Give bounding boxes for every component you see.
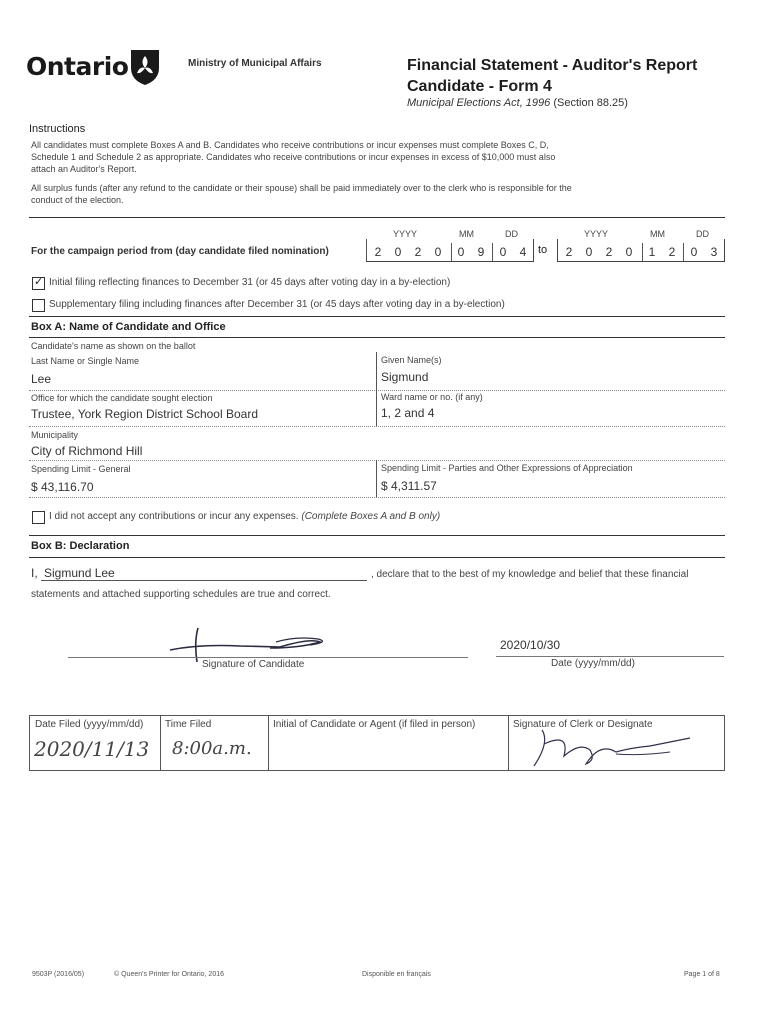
declaration-text: , declare that to the best of my knowledge and belief that these financial (371, 569, 689, 580)
instructions-line: Schedule 1 and Schedule 2 as appropriate. Candidates who receive contributions or incur expenses in excess of $10,000 must also (31, 152, 556, 162)
cell-border (268, 715, 269, 771)
cell-border (508, 715, 509, 771)
divider (29, 535, 725, 536)
to-label: to (538, 244, 548, 256)
given-name-label: Given Name(s) (381, 355, 442, 365)
cell-border (29, 715, 30, 771)
field-separator (376, 460, 377, 497)
field-divider (29, 426, 725, 427)
ward-label: Ward name or no. (if any) (381, 392, 483, 402)
divider (29, 715, 725, 716)
act-reference (407, 97, 628, 109)
to-digit: 2 (605, 245, 613, 259)
form-title (407, 55, 697, 97)
initial-agent-label: Initial of Candidate or Agent (if filed in person) (273, 719, 476, 730)
last-name-value[interactable]: Lee (31, 372, 52, 386)
form-title-line1: Financial Statement - Auditor's Report (407, 57, 698, 74)
no-contributions-text (49, 511, 440, 523)
no-contributions-note: (Complete Boxes A and B only) (301, 511, 441, 522)
yyyy-label: YYYY (393, 229, 418, 239)
from-digit: 0 (434, 245, 442, 259)
signature-label: Signature of Candidate (202, 659, 305, 670)
field-divider (29, 390, 725, 391)
clerk-signature-image (520, 722, 700, 772)
from-digit: 2 (374, 245, 382, 259)
field-separator (376, 390, 377, 426)
supplementary-filing-label: Supplementary filing including finances after December 31 (or 45 days after voting day in a by-election) (49, 299, 505, 310)
date-filed-label: Date Filed (yyyy/mm/dd) (35, 719, 144, 730)
cell-border (160, 715, 161, 771)
municipality-value[interactable]: City of Richmond Hill (31, 444, 143, 458)
divider (29, 316, 725, 317)
given-name-value[interactable]: Sigmund (381, 370, 429, 384)
from-digit: 9 (477, 245, 485, 259)
french-availability: Disponible en français (362, 971, 431, 978)
campaign-period-label: For the campaign period from (day candidate filed nomination) (31, 246, 329, 257)
instructions-line: All surplus funds (after any refund to the candidate or their spouse) shall be paid immediately over to the clerk who is responsible for the (31, 183, 572, 193)
from-digit: 0 (457, 245, 465, 259)
to-digit: 0 (585, 245, 593, 259)
divider (29, 557, 725, 558)
declaration-prefix: I, (31, 566, 38, 580)
initial-filing-checkbox[interactable] (32, 277, 45, 290)
date-filed-value[interactable]: 2020/11/13 (34, 737, 150, 761)
from-digit: 0 (394, 245, 402, 259)
divider (29, 337, 725, 338)
dd-label: DD (505, 229, 518, 239)
office-label: Office for which the candidate sought election (31, 393, 213, 403)
instructions-line: conduct of the election. (31, 195, 124, 205)
time-filed-value[interactable]: 8:00a.m. (172, 738, 252, 759)
ward-value[interactable]: 1, 2 and 4 (381, 406, 435, 420)
act-name: Municipal Elections Act, 1996 (407, 97, 551, 109)
form-code: 9503P (2016/05) (32, 971, 85, 978)
divider (29, 217, 725, 218)
ministry-name: Ministry of Municipal Affairs (188, 58, 322, 69)
from-digit: 0 (499, 245, 507, 259)
office-value[interactable]: Trustee, York Region District School Board (31, 407, 258, 421)
field-divider (29, 460, 725, 461)
signature-line (68, 657, 468, 658)
yyyy-label: YYYY (584, 229, 609, 239)
page-number: Page 1 of 8 (684, 971, 720, 978)
initial-filing-label: Initial filing reflecting finances to December 31 (or 45 days after voting day in a by-election) (49, 277, 451, 288)
instructions-line: All candidates must complete Boxes A and B. Candidates who receive contributions or incur expenses must complete Boxes C, D, (31, 140, 549, 150)
spending-limit-parties-label: Spending Limit - Parties and Other Expressions of Appreciation (381, 463, 633, 473)
municipality-label: Municipality (31, 430, 79, 440)
to-digit: 2 (565, 245, 573, 259)
spending-limit-general-label: Spending Limit - General (31, 464, 131, 474)
box-a-heading: Box A: Name of Candidate and Office (31, 321, 226, 333)
declarant-name[interactable]: Sigmund Lee (44, 566, 115, 580)
dd-label: DD (696, 229, 709, 239)
trillium-icon (128, 46, 162, 86)
supplementary-filing-checkbox[interactable] (32, 299, 45, 312)
to-digit: 2 (668, 245, 676, 259)
act-section: (Section 88.25) (553, 97, 628, 109)
instructions-text (31, 139, 572, 206)
cell-border (724, 715, 725, 771)
copyright: © Queen's Printer for Ontario, 2016 (114, 971, 224, 978)
form-title-line2: Candidate - Form 4 (407, 78, 552, 95)
field-divider (29, 497, 725, 498)
last-name-label: Last Name or Single Name (31, 356, 140, 366)
from-date-field[interactable] (366, 239, 534, 262)
spending-limit-parties-value[interactable]: $ 4,311.57 (381, 479, 437, 493)
to-date-field[interactable] (557, 239, 725, 262)
declaration-date-value[interactable]: 2020/10/30 (500, 638, 561, 652)
ballot-name-label: Candidate's name as shown on the ballot (31, 341, 196, 351)
date-line (496, 656, 724, 657)
from-digit: 4 (519, 245, 527, 259)
mm-label: MM (459, 229, 474, 239)
to-digit: 3 (710, 245, 718, 259)
name-underline (41, 580, 367, 581)
instructions-heading: Instructions (29, 123, 86, 135)
declaration-text-cont: statements and attached supporting schedules are true and correct. (31, 589, 331, 600)
check-mark-icon: ✓ (34, 276, 44, 288)
ontario-logo-word: Ontario (26, 52, 129, 81)
spending-limit-general-value[interactable]: $ 43,116.70 (31, 480, 94, 494)
box-b-heading: Box B: Declaration (31, 540, 130, 552)
instructions-line: attach an Auditor's Report. (31, 164, 137, 174)
mm-label: MM (650, 229, 665, 239)
to-digit: 0 (690, 245, 698, 259)
field-separator (376, 352, 377, 390)
clerk-signature-label: Signature of Clerk or Designate (513, 719, 653, 730)
no-contributions-label: I did not accept any contributions or incur any expenses. (49, 511, 299, 522)
to-digit: 1 (648, 245, 656, 259)
from-digit: 2 (414, 245, 422, 259)
date-label: Date (yyyy/mm/dd) (551, 658, 635, 669)
no-contributions-checkbox[interactable] (32, 511, 45, 524)
to-digit: 0 (625, 245, 633, 259)
time-filed-label: Time Filed (165, 719, 212, 730)
